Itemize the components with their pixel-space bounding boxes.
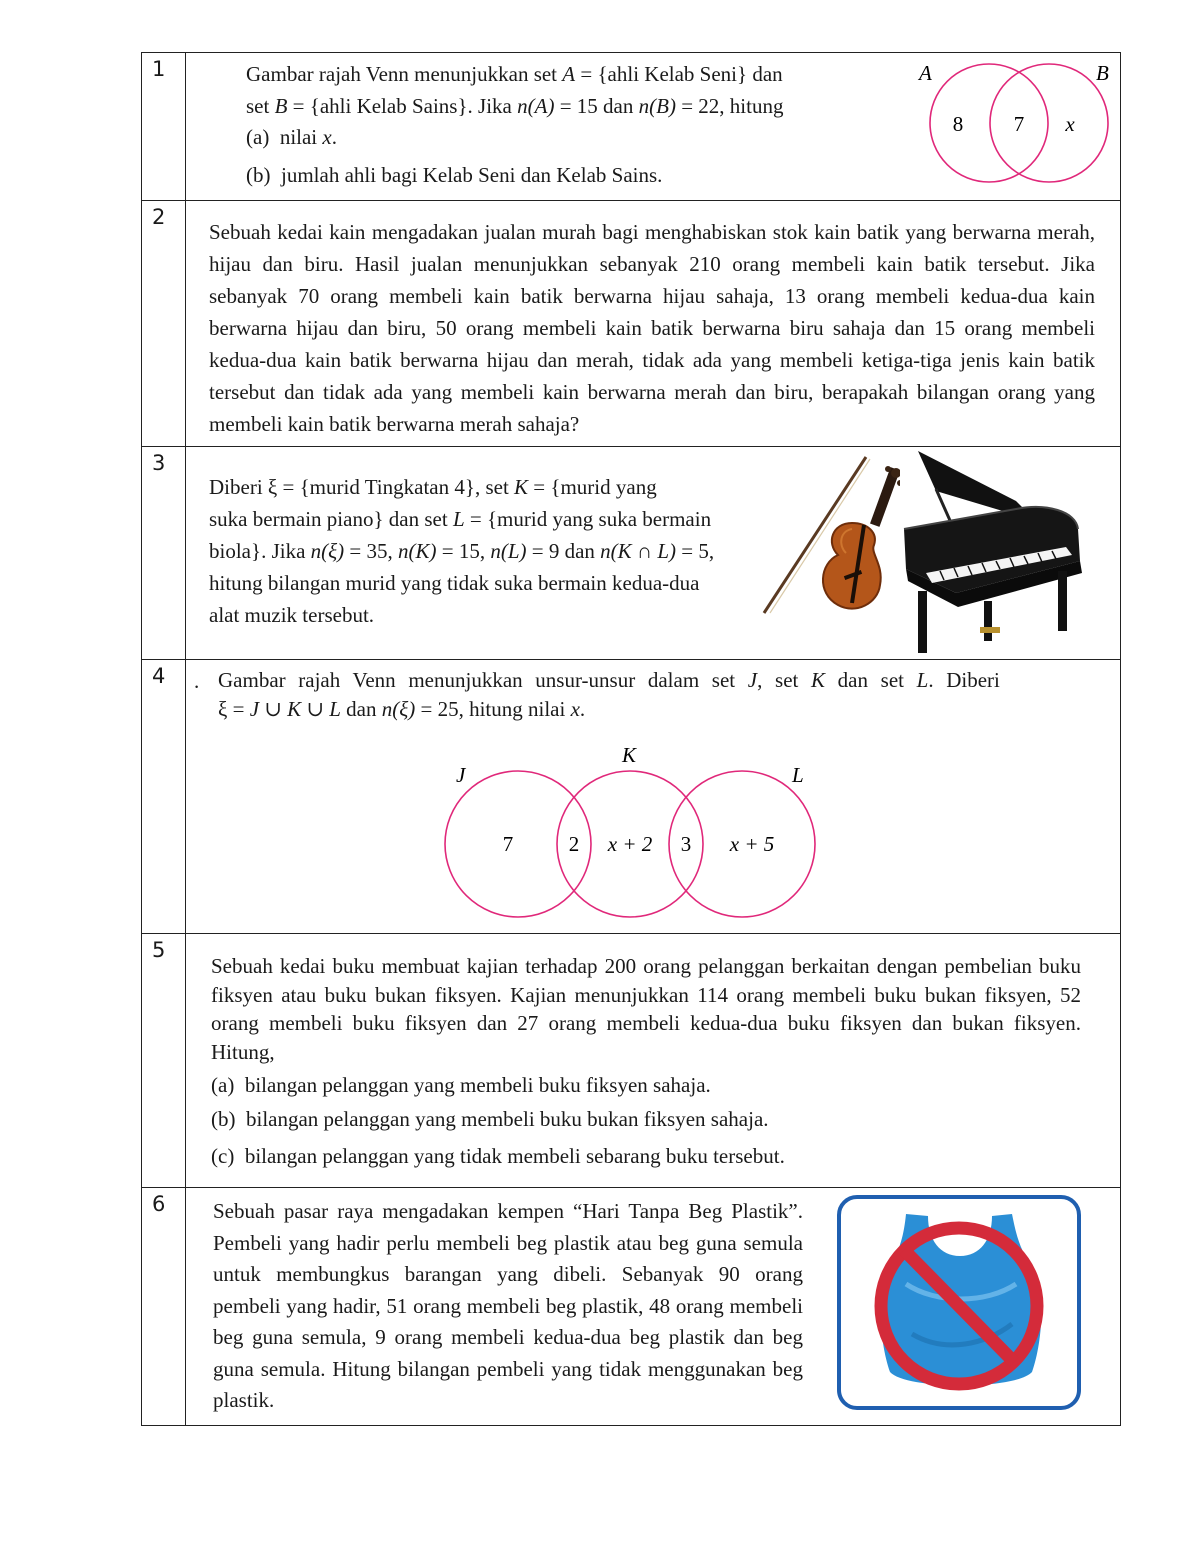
question-text: Gambar rajah Venn menunjukkan set A = {ahli Kelab Seni} dan set B = {ahli Kelab Sains}. Jika n(A) = 15 dan n(B) = 22, hitung (a) nilai x. (b) jumlah ahli bagi Kelab Seni dan Kelab Sains. bbox=[246, 59, 866, 191]
question-row-4 bbox=[142, 660, 1121, 934]
question-number: 4 bbox=[142, 660, 186, 934]
violin-icon bbox=[760, 453, 900, 618]
venn-label-l: L bbox=[792, 763, 804, 787]
venn-label-a: A bbox=[919, 61, 932, 85]
question-body bbox=[186, 934, 1121, 1188]
question-text: Sebuah pasar raya mengadakan kempen “Hari Tanpa Beg Plastik”. Pembeli yang hadir perlu membeli beg plastik atau beg guna semula untuk membungkus barangan yang dibeli. Sebanyak 90 orang pembeli yang hadir, 51 orang membeli beg plastik, 48 orang membeli beg guna semula, 9 orang membeli kedua-dua beg plastik dan beg guna semula. Hitung bilangan pembeli yang tidak menggunakan beg plastik. bbox=[213, 1199, 803, 1412]
venn-k-and-l: 3 bbox=[680, 832, 692, 856]
question-body bbox=[186, 660, 1121, 934]
question-text: Gambar rajah Venn menunjukkan unsur-unsur dalam set J, set K dan set L. Diberi ξ = J ∪ K ∪ L dan n(ξ) = 25, hitung nilai x. bbox=[218, 668, 1000, 721]
question-body bbox=[186, 201, 1121, 447]
question-text: Sebuah kedai kain mengadakan jualan murah bagi menghabiskan stok kain batik yang berwarna merah, hijau dan biru. Hasil jualan menunjukkan sebanyak 210 orang membeli kain batik tersebut. Jika sebanyak 70 orang membeli kain batik berwarna hijau sahaja, 13 orang membeli kedua-dua kain berwarna hijau dan biru, 50 orang membeli kain batik berwarna biru sahaja dan 15 orang membeli kedua-dua kain batik berwarna hijau dan merah, tidak ada yang membeli ketiga-tiga jenis kain batik tersebut dan tidak ada yang membeli kain berwarna merah dan biru, berapakah bilangan orang yang membeli kain batik berwarna merah sahaja? bbox=[209, 220, 1095, 436]
part-a: (a) nilai x. bbox=[246, 125, 337, 149]
questions-table bbox=[141, 52, 1121, 1426]
question-text: Sebuah kedai buku membuat kajian terhadap 200 orang pelanggan berkaitan dengan pembelian buku fiksyen atau buku bukan fiksyen. Kajian menunjukkan 114 orang membeli buku bukan fiksyen, 52 orang membeli buku fiksyen dan 27 orang membeli kedua-dua buku fiksyen dan bukan fiksyen. Hitung, (a) bilangan pelanggan yang membeli buku fiksyen sahaja. (b) bilangan pelanggan yang membeli buku bukan fiksyen sahaja. (c) bilangan pelanggan yang tidak membeli sebarang buku tersebut. bbox=[211, 952, 1081, 1173]
question-body bbox=[186, 53, 1121, 201]
question-row-3 bbox=[142, 447, 1121, 660]
question-number: 5 bbox=[142, 934, 186, 1188]
piano-icon bbox=[896, 451, 1086, 656]
part-b: (b) jumlah ahli bagi Kelab Seni dan Kelab Sains. bbox=[246, 162, 663, 187]
question-body bbox=[186, 1188, 1121, 1426]
question-body bbox=[186, 447, 1121, 660]
venn-label-b: B bbox=[1096, 61, 1109, 85]
venn-j-and-k: 2 bbox=[568, 832, 580, 856]
part-b: (b) bilangan pelanggan yang membeli buku bukan fiksyen sahaja. bbox=[211, 1106, 769, 1131]
question-number: 1 bbox=[142, 53, 186, 201]
no-plastic-bag-icon bbox=[836, 1194, 1082, 1412]
question-row-1 bbox=[142, 53, 1121, 201]
venn-intersection: 7 bbox=[1013, 112, 1025, 136]
venn-only-l: x + 5 bbox=[729, 832, 775, 856]
question-number: 6 bbox=[142, 1188, 186, 1426]
venn-only-a: 8 bbox=[952, 112, 964, 136]
part-a: (a) bilangan pelanggan yang membeli buku fiksyen sahaja. bbox=[211, 1073, 711, 1097]
venn-only-k: x + 2 bbox=[607, 832, 653, 856]
venn-diagram-jkl bbox=[436, 732, 826, 918]
venn-label-j: J bbox=[456, 763, 466, 787]
question-text: Diberi ξ = {murid Tingkatan 4}, set K = {murid yang suka bermain piano} dan set L = {murid yang suka bermain biola}. Jika n(ξ) = 35, n(K) = 15, n(L) = 9 dan n(K ∩ L) = 5, hitung bilangan murid yang tidak suka bermain kedua-dua alat muzik tersebut. bbox=[209, 475, 715, 627]
question-row-2 bbox=[142, 201, 1121, 447]
bullet: . bbox=[194, 669, 200, 693]
venn-label-k: K bbox=[622, 743, 637, 767]
question-row-6 bbox=[142, 1188, 1121, 1426]
part-c: (c) bilangan pelanggan yang tidak membeli sebarang buku tersebut. bbox=[211, 1144, 785, 1168]
question-number: 3 bbox=[142, 447, 186, 660]
venn-only-b: x bbox=[1065, 112, 1075, 136]
venn-only-j: 7 bbox=[502, 832, 514, 856]
venn-circle-a bbox=[930, 64, 1048, 182]
venn-circle-b bbox=[990, 64, 1108, 182]
venn-diagram-ab bbox=[906, 57, 1136, 187]
question-sheet bbox=[141, 52, 1121, 1426]
question-number: 2 bbox=[142, 201, 186, 447]
question-row-5 bbox=[142, 934, 1121, 1188]
